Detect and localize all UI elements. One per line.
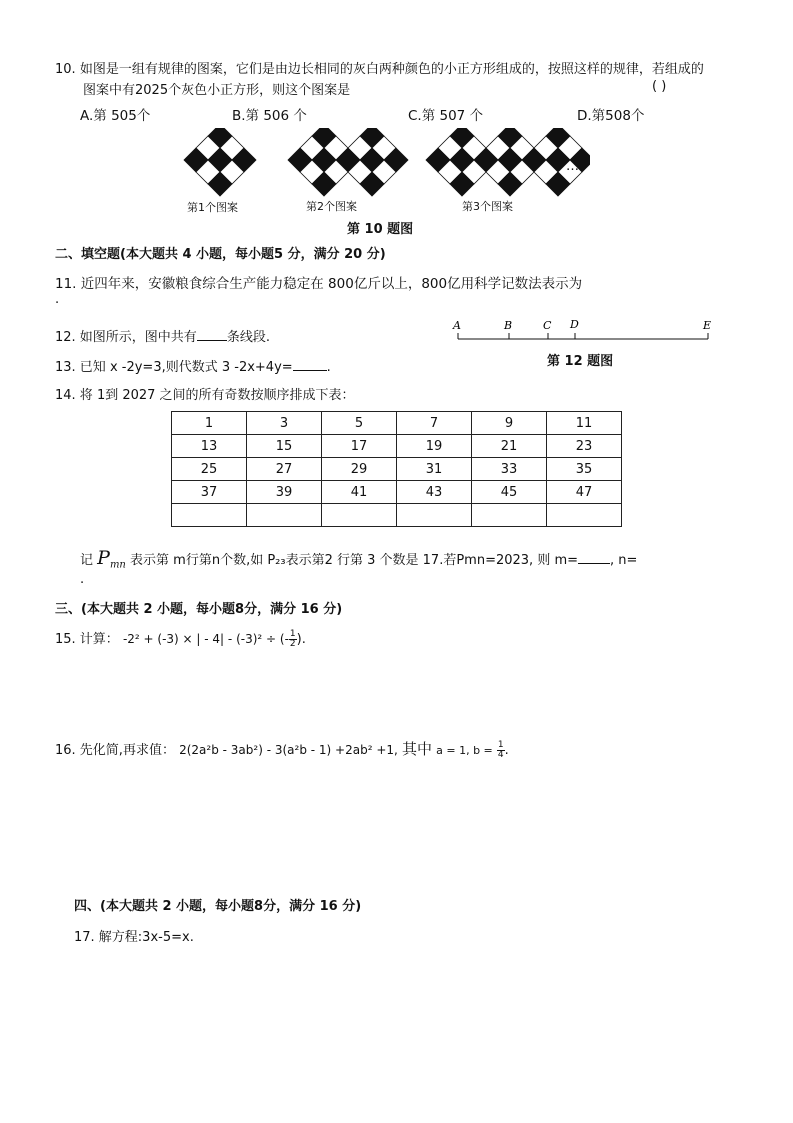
q14-answer-blank-m[interactable] — [578, 551, 610, 564]
q13-text-after: . — [326, 360, 331, 375]
q15-frac-den: 2 — [289, 639, 296, 649]
q14-table-cell: 25 — [172, 458, 247, 481]
q17-text: 17. 解方程:3x-5=x. — [74, 930, 194, 945]
q10-option-b: B.第 506 个 — [232, 108, 307, 124]
q12-figure-caption: 第 12 题图 — [547, 354, 614, 369]
q12-point-c: C — [543, 319, 552, 332]
q14-table-cell: 47 — [547, 481, 622, 504]
q13-answer-blank[interactable] — [293, 358, 327, 371]
q14-note-symbol: P — [97, 547, 110, 569]
q15-prefix: 15. 计算： — [55, 632, 119, 647]
q10-stem-line2: 图案中有2025个灰色小正方形，则这个图案是 — [83, 83, 351, 98]
q14-table-cell — [547, 504, 622, 527]
q16-fraction — [497, 741, 505, 760]
q14-table-cell: 31 — [397, 458, 472, 481]
section2-title: 二、填空题(本大题共 4 小题，每小题5 分，满分 20 分) — [55, 247, 386, 262]
q14-table-cell: 29 — [322, 458, 397, 481]
q14-table-cell — [397, 504, 472, 527]
q14-table-cell: 43 — [397, 481, 472, 504]
q14-table-cell: 7 — [397, 412, 472, 435]
q14-table-cell: 37 — [172, 481, 247, 504]
q14-odd-number-table — [171, 411, 622, 527]
q10-number: 10. — [55, 62, 76, 77]
q10-pattern-label-2: 第2个图案 — [306, 200, 357, 213]
q10-ellipsis: … — [566, 159, 579, 174]
q16-frac-num: 1 — [497, 740, 504, 750]
q14-table-cell: 15 — [247, 435, 322, 458]
q10-figure-caption: 第 10 题图 — [347, 222, 414, 237]
q14-table-cell — [322, 504, 397, 527]
q14-note — [80, 547, 637, 571]
section4-title: 四、(本大题共 2 小题，每小题8分，满分 16 分) — [74, 899, 362, 914]
q14-table-cell: 33 — [472, 458, 547, 481]
q14-table-cell: 35 — [547, 458, 622, 481]
q14-table-cell: 23 — [547, 435, 622, 458]
q14-table-cell: 11 — [547, 412, 622, 435]
q14-table-row — [172, 412, 622, 435]
q12-line-segment-figure — [450, 316, 720, 350]
q14-table-cell: 39 — [247, 481, 322, 504]
q16-where: 其中 — [401, 740, 432, 758]
q10-pattern-label-3: 第3个图案 — [462, 200, 513, 213]
q14-note-text: 表示第 m行第n个数,如 P₂₃表示第2 行第 3 个数是 17.若Pmn=2023, 则 m= — [130, 553, 579, 568]
q14-table-row — [172, 458, 622, 481]
q13-text-before: 13. 已知 x -2y=3,则代数式 3 -2x+4y= — [55, 360, 293, 375]
q16-values: a = 1, b = — [436, 744, 493, 757]
q12-text-after: 条线段. — [226, 330, 270, 345]
q14-table-cell: 19 — [397, 435, 472, 458]
q14-table-cell — [472, 504, 547, 527]
q16-end: . — [504, 743, 509, 758]
q12-point-d: D — [570, 318, 579, 331]
q12-text — [55, 326, 270, 345]
q10-pattern-figure — [170, 128, 590, 198]
q14-table-body — [172, 412, 622, 527]
q12-point-a: A — [453, 319, 461, 332]
q14-table-cell: 5 — [322, 412, 397, 435]
q14-table-cell: 3 — [247, 412, 322, 435]
q10-option-d: D.第508个 — [577, 108, 645, 124]
q14-table-cell: 17 — [322, 435, 397, 458]
q14-note-mid: , n= — [610, 553, 638, 568]
q15-end: ). — [296, 632, 306, 647]
q14-table-row — [172, 435, 622, 458]
q10-stem-line1: 如图是一组有规律的图案，它们是由边长相同的灰白两种颜色的小正方形组成的，按照这样的规律，若组成的 — [79, 62, 704, 77]
q14-table-cell: 45 — [472, 481, 547, 504]
q14-tail: . — [80, 572, 85, 587]
q14-table-cell: 41 — [322, 481, 397, 504]
q11-text: 11. 近四年来，安徽粮食综合生产能力稳定在 800亿斤以上，800亿用科学记数法表示为 — [55, 276, 583, 292]
q14-table-cell: 21 — [472, 435, 547, 458]
q10-pattern-label-1: 第1个图案 — [187, 201, 238, 214]
q14-table-cell: 13 — [172, 435, 247, 458]
q14-table-cell — [172, 504, 247, 527]
section3-title: 三、(本大题共 2 小题，每小题8分，满分 16 分) — [55, 602, 343, 617]
q10-answer-paren: ( ) — [652, 79, 667, 94]
q14-table-cell — [247, 504, 322, 527]
q14-table-cell: 9 — [472, 412, 547, 435]
q14-note-subscript: mn — [109, 559, 126, 571]
q15-frac-num: 1 — [289, 629, 296, 639]
q13-text — [55, 356, 331, 375]
q16-prefix: 16. 先化简,再求值： — [55, 743, 175, 758]
q14-table-row — [172, 481, 622, 504]
q14-table-row — [172, 504, 622, 527]
q12-point-e: E — [703, 319, 712, 332]
q16-frac-den: 4 — [497, 750, 504, 760]
q15-expression: -2² + (-3) × | - 4| - (-3)² ÷ (- — [122, 632, 289, 646]
q10-pattern-drawing — [184, 128, 590, 196]
q12-point-b: B — [504, 319, 513, 332]
q12-answer-blank[interactable] — [197, 328, 227, 341]
q16-expression: 2(2a²b - 3ab²) - 3(a²b - 1) +2ab² +1, — [179, 743, 398, 757]
q14-note-prefix: 记 — [80, 553, 94, 568]
q12-text-before: 12. 如图所示，图中共有 — [55, 330, 197, 345]
q10-line1 — [55, 58, 704, 77]
q10-option-a: A.第 505个 — [80, 108, 151, 124]
q14-table-cell: 27 — [247, 458, 322, 481]
q14-table-cell: 1 — [172, 412, 247, 435]
q16-text — [55, 738, 509, 760]
q11-tail: . — [55, 292, 60, 307]
q15-text — [55, 628, 306, 649]
q14-text: 14. 将 1到 2027 之间的所有奇数按顺序排成下表： — [55, 388, 355, 403]
q15-fraction — [289, 630, 297, 649]
q10-option-c: C.第 507 个 — [408, 108, 484, 124]
